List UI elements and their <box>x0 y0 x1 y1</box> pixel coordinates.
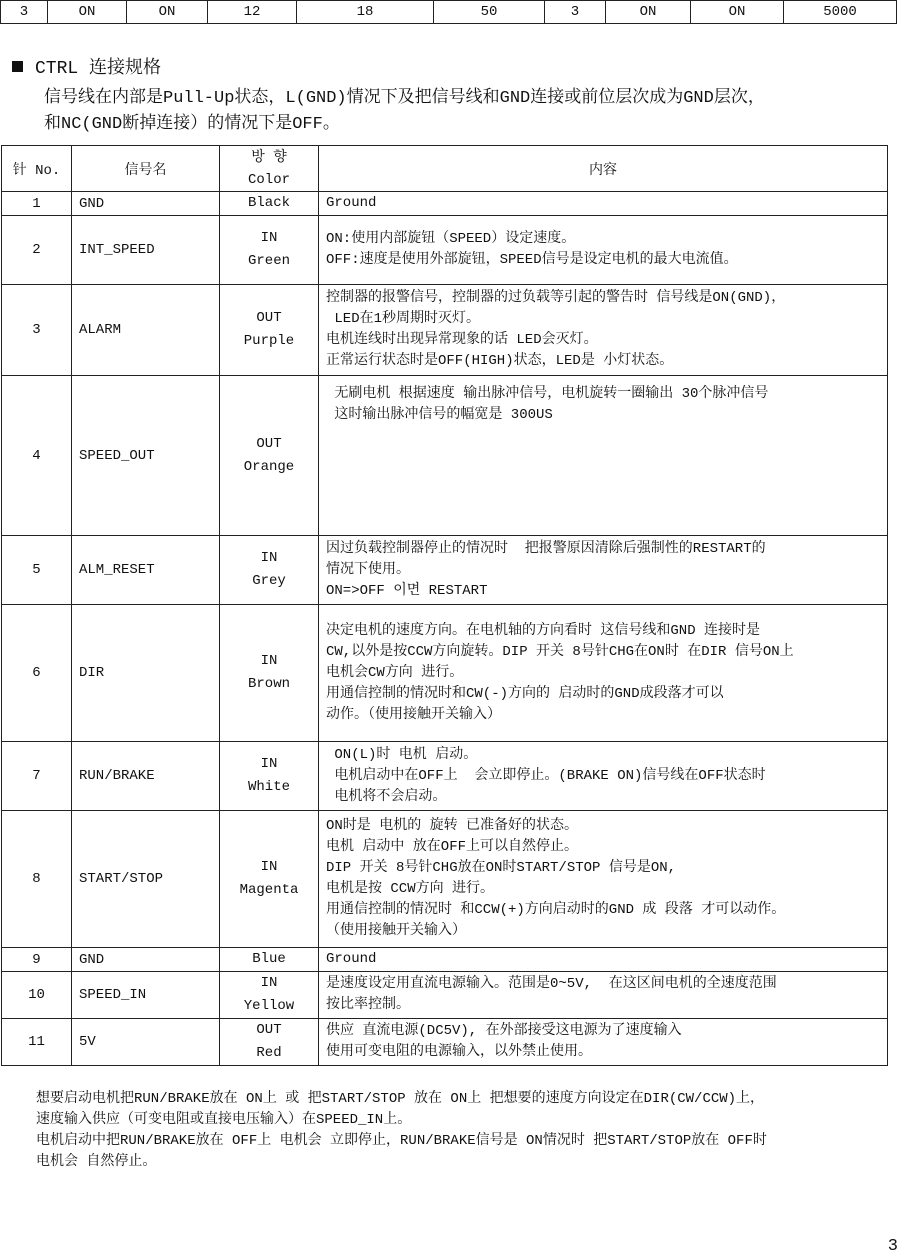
direction-color-line: Brown <box>247 676 290 692</box>
description-line: 决定电机的速度方向。在电机轴的方向看时 这信号线和GND 连接时是 <box>326 622 761 639</box>
direction-color-line: Blue <box>252 951 286 967</box>
direction-color-line: Purple <box>243 333 295 349</box>
description-line: 这时输出脉冲信号的幅宽是 300US <box>326 407 553 423</box>
pin-number-cell: 9 <box>2 948 72 972</box>
signal-name-cell: DIR <box>72 605 220 742</box>
description-line: CW,以外是按CCW方向旋转。DIP 开关 8号针CHG在ON时 在DIR 信号ON上 <box>326 643 794 660</box>
table-row <box>2 216 888 285</box>
signal-name-cell: GND <box>72 192 220 216</box>
page-number: 3 <box>887 1237 898 1256</box>
description-line: 电机 启动中 放在OFF上可以自然停止。 <box>326 839 579 855</box>
direction-color-cell <box>220 1019 319 1066</box>
table-row <box>2 192 888 216</box>
top-settings-row <box>1 1 897 24</box>
description-line: 用通信控制的情况时和CW(-)方向的 启动时的GND成段落才可以 <box>326 685 724 702</box>
description-line: 控制器的报警信号，控制器的过负载等引起的警告时 信号线是ON(GND)， <box>326 290 786 306</box>
table-row <box>2 536 888 605</box>
intro-line: 信号线在内部是Pull-Up状态，L(GND)情况下及把信号线和GND连接或前位层次成为GND层次， <box>44 89 765 108</box>
direction-color-cell <box>220 811 319 948</box>
direction-color-cell <box>220 605 319 742</box>
signal-name-cell: SPEED_IN <box>72 972 220 1019</box>
direction-color-cell <box>220 742 319 811</box>
description-cell <box>319 948 888 972</box>
table-row <box>2 376 888 536</box>
description-cell <box>319 1019 888 1066</box>
table-header-row <box>2 146 888 192</box>
top-cell: ON <box>127 1 208 24</box>
ctrl-spec-table <box>1 145 888 1066</box>
pin-number-cell: 6 <box>2 605 72 742</box>
description-line: 使用可变电阻的电源输入，以外禁止使用。 <box>326 1044 592 1060</box>
direction-color-line: Red <box>256 1045 282 1061</box>
description-line: ON:使用内部旋钮（SPEED）设定速度。 <box>326 231 576 247</box>
description-cell <box>319 972 888 1019</box>
top-cell: 3 <box>1 1 48 24</box>
description-line: 电机连线时出现异常现象的话 LED会灭灯。 <box>326 332 598 348</box>
pin-number-cell: 1 <box>2 192 72 216</box>
description-cell <box>319 376 888 536</box>
description-line: ON(L)时 电机 启动。 <box>326 746 478 763</box>
description-line: 电机会CW方向 进行。 <box>326 664 464 681</box>
signal-name-cell: SPEED_OUT <box>72 376 220 536</box>
description-line: 用通信控制的情况时 和CCW(+)方向启动时的GND 成 段落 才可以动作。 <box>326 902 786 918</box>
direction-color-cell <box>220 972 319 1019</box>
description-line: 按比率控制。 <box>326 997 410 1013</box>
description-line: Ground <box>326 951 377 967</box>
direction-color-cell <box>220 216 319 285</box>
table-row <box>2 285 888 376</box>
table-row <box>2 972 888 1019</box>
pin-number-cell: 4 <box>2 376 72 536</box>
description-line: LED在1秒周期时灭灯。 <box>326 311 481 327</box>
description-cell <box>319 192 888 216</box>
square-bullet-icon <box>12 61 23 72</box>
signal-name-cell: ALM_RESET <box>72 536 220 605</box>
description-cell <box>319 605 888 742</box>
signal-name-cell: START/STOP <box>72 811 220 948</box>
direction-color-cell <box>220 192 319 216</box>
direction-color-cell <box>220 536 319 605</box>
top-cell: 12 <box>208 1 297 24</box>
section-title <box>12 53 161 79</box>
description-cell <box>319 742 888 811</box>
footer-line: 电机启动中把RUN/BRAKE放在 OFF上 电机会 立即停止，RUN/BRAKE信号是 ON情况时 把START/STOP放在 OFF时 <box>36 1133 767 1149</box>
section-title-text: CTRL 连接规格 <box>35 59 162 79</box>
table-row <box>2 742 888 811</box>
footer-line: 想要启动电机把RUN/BRAKE放在 ON上 或 把START/STOP 放在 ON上 把想要的速度方向设定在DIR(CW/CCW)上， <box>36 1091 765 1107</box>
direction-color-line: OUT <box>256 435 282 452</box>
top-cell: 18 <box>297 1 434 24</box>
top-cell: 3 <box>545 1 606 24</box>
direction-color-cell <box>220 376 319 536</box>
direction-color-line: Black <box>247 195 290 211</box>
top-cell: ON <box>48 1 127 24</box>
table-row <box>2 605 888 742</box>
signal-name-cell: RUN/BRAKE <box>72 742 220 811</box>
header-name: 信号名 <box>72 146 220 192</box>
description-line: 情况下使用。 <box>326 561 410 578</box>
description-line: 电机启动中在OFF上 会立即停止。(BRAKE ON)信号线在OFF状态时 <box>326 767 766 784</box>
top-cell: ON <box>691 1 784 24</box>
header-direction-bottom: Color <box>247 171 290 188</box>
direction-color-cell <box>220 948 319 972</box>
description-cell <box>319 216 888 285</box>
description-line: 因过负载控制器停止的情况时 把报警原因清除后强制性的RESTART的 <box>326 540 766 557</box>
pin-number-cell: 11 <box>2 1019 72 1066</box>
direction-color-line: Yellow <box>243 998 295 1014</box>
header-pin: 针 No. <box>2 146 72 192</box>
direction-color-line: IN <box>260 975 278 991</box>
description-cell <box>319 536 888 605</box>
description-line: 正常运行状态时是OFF(HIGH)状态，LED是 小灯状态。 <box>326 353 674 369</box>
description-line: 动作。（使用接触开关输入） <box>326 706 501 723</box>
footer-line: 速度输入供应（可变电阻或直接电压输入）在SPEED_IN上。 <box>36 1112 412 1128</box>
header-direction <box>220 146 319 192</box>
top-cell: 50 <box>434 1 545 24</box>
top-cell: 5000 <box>784 1 897 24</box>
description-line: ON时是 电机的 旋转 已准备好的状态。 <box>326 818 579 834</box>
direction-color-line: IN <box>260 756 278 772</box>
description-line: 无刷电机 根据速度 输出脉冲信号，电机旋转一圈输出 30个脉冲信号 <box>326 386 769 402</box>
pin-number-cell: 8 <box>2 811 72 948</box>
description-line: Ground <box>326 195 377 211</box>
description-line: ON=>OFF 이면 RESTART <box>326 582 488 599</box>
signal-name-cell: INT_SPEED <box>72 216 220 285</box>
description-line: OFF:速度是使用外部旋钮，SPEED信号是设定电机的最大电流值。 <box>326 252 738 268</box>
pin-number-cell: 2 <box>2 216 72 285</box>
direction-color-line: OUT <box>256 1022 282 1038</box>
intro-line: 和NC(GND断掉连接）的情况下是OFF。 <box>44 115 340 134</box>
pin-number-cell: 10 <box>2 972 72 1019</box>
table-row <box>2 811 888 948</box>
direction-color-line: White <box>247 779 290 795</box>
description-line: DIP 开关 8号针CHG放在ON时START/STOP 信号是ON, <box>326 860 677 876</box>
direction-color-line: Green <box>247 253 290 269</box>
pin-number-cell: 5 <box>2 536 72 605</box>
pin-number-cell: 7 <box>2 742 72 811</box>
description-line: 电机将不会启动。 <box>326 788 447 805</box>
signal-name-cell: ALARM <box>72 285 220 376</box>
direction-color-line: Magenta <box>239 882 299 898</box>
direction-color-line: Orange <box>243 458 295 475</box>
description-cell <box>319 285 888 376</box>
direction-color-line: IN <box>260 859 278 875</box>
direction-color-line: IN <box>260 550 278 566</box>
direction-color-line: OUT <box>256 310 282 326</box>
direction-color-line: Grey <box>252 573 286 589</box>
direction-color-line: IN <box>260 230 278 246</box>
signal-name-cell: 5V <box>72 1019 220 1066</box>
description-line: 电机是按 CCW方向 进行。 <box>326 881 495 897</box>
signal-name-cell: GND <box>72 948 220 972</box>
description-cell <box>319 811 888 948</box>
top-cell: ON <box>606 1 691 24</box>
table-row <box>2 1019 888 1066</box>
description-line: （使用接触开关输入） <box>326 923 466 939</box>
top-settings-table <box>0 0 897 24</box>
direction-color-cell <box>220 285 319 376</box>
direction-color-line: IN <box>260 653 278 669</box>
description-line: 供应 直流电源(DC5V), 在外部接受这电源为了速度输入 <box>326 1023 682 1039</box>
header-description: 内容 <box>319 146 888 192</box>
footer-notes <box>36 1089 767 1173</box>
table-row <box>2 948 888 972</box>
pin-number-cell: 3 <box>2 285 72 376</box>
header-direction-top: 방 향 <box>251 149 287 166</box>
footer-line: 电机会 自然停止。 <box>36 1154 157 1170</box>
description-line: 是速度设定用直流电源输入。范围是0~5V, 在这区间电机的全速度范围 <box>326 976 777 992</box>
